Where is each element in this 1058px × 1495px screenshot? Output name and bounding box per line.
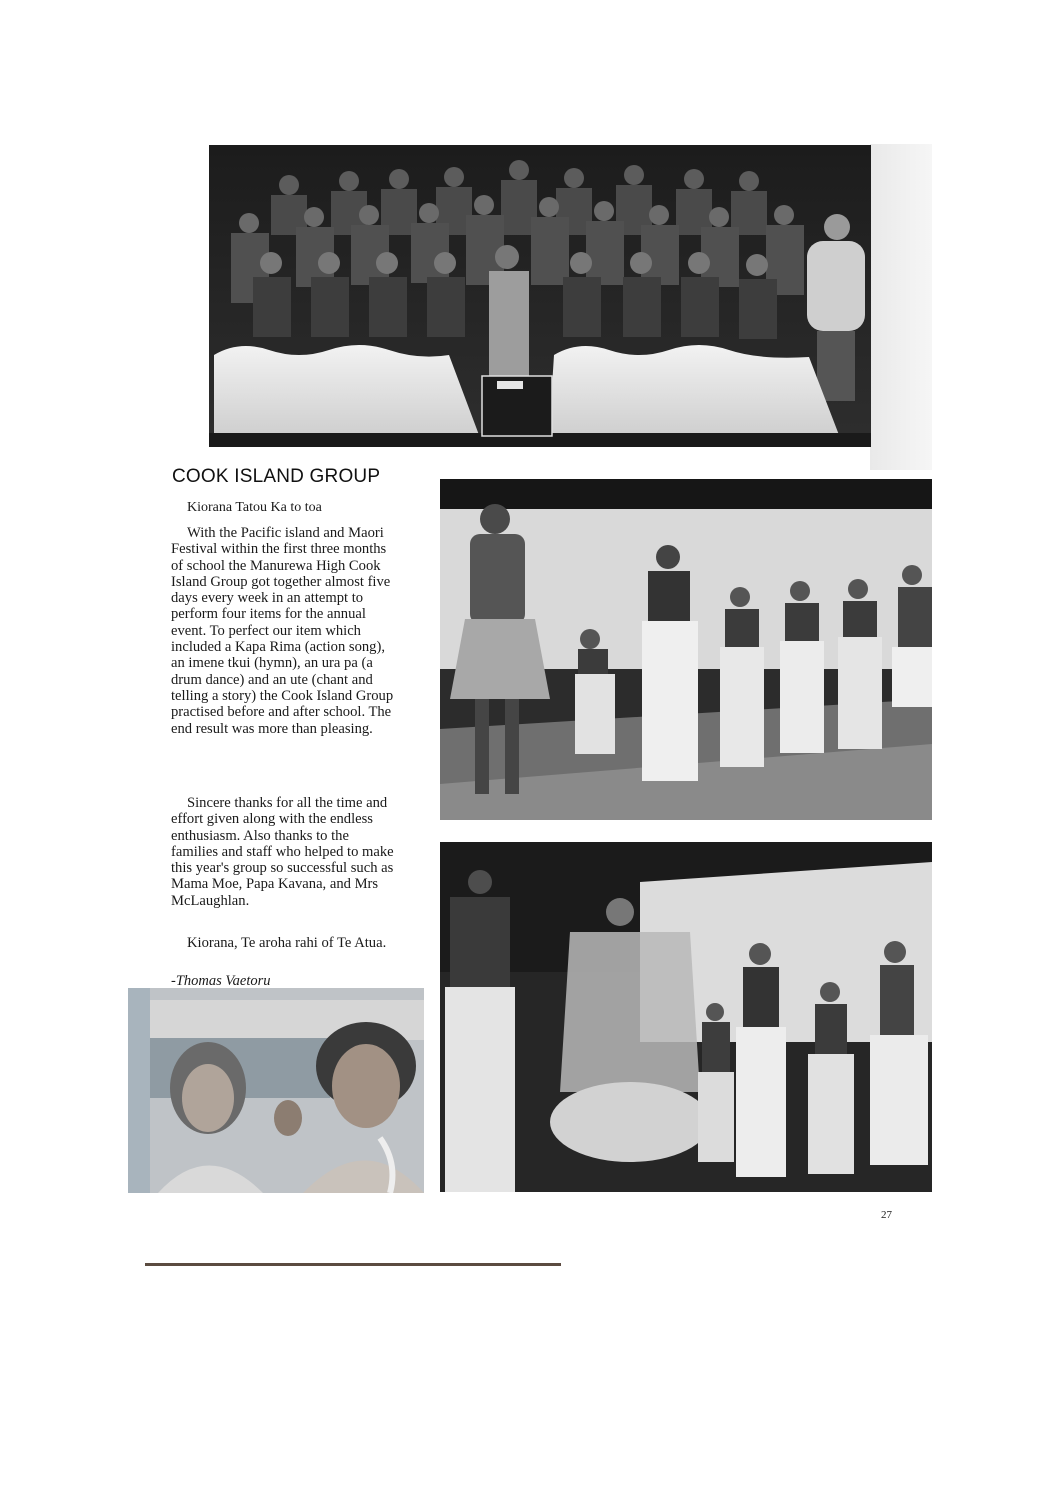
page-number: 27: [881, 1209, 892, 1221]
performance-photo-top: [440, 479, 932, 820]
portrait-photo: [128, 988, 424, 1193]
article-paragraph-2: Sincere thanks for all the time and effort given along with the endless enthusiasm. Also thanks to the families and staff who helped to make this year's group so successful such as Mama Moe, Papa Kavana, and Mrs McLaughlan.: [171, 795, 394, 909]
article-heading: COOK ISLAND GROUP: [172, 466, 381, 487]
group-photo: [209, 145, 871, 447]
article-byline: -Thomas Vaetoru: [171, 973, 271, 989]
page-edge-shade: [870, 144, 932, 470]
article-greeting: Kiorana Tatou Ka to toa: [187, 500, 322, 515]
article-paragraph-3: Kiorana, Te aroha rahi of Te Atua.: [187, 935, 387, 951]
performance-photo-bottom: [440, 842, 932, 1192]
footer-rule: [145, 1263, 561, 1266]
article-paragraph-1: With the Pacific island and Maori Festival within the first three months of school the Manurewa High Cook Island Group got together almost five days every week in an attempt to perform four items for the annual event. To perfect our item which included a Kapa Rima (action song), an imene tkui (hymn), an ura pa (a drum dance) and an ute (chant and telling a story) the Cook Island Group practised before and after school. The end result was more than pleasing.: [171, 525, 394, 737]
